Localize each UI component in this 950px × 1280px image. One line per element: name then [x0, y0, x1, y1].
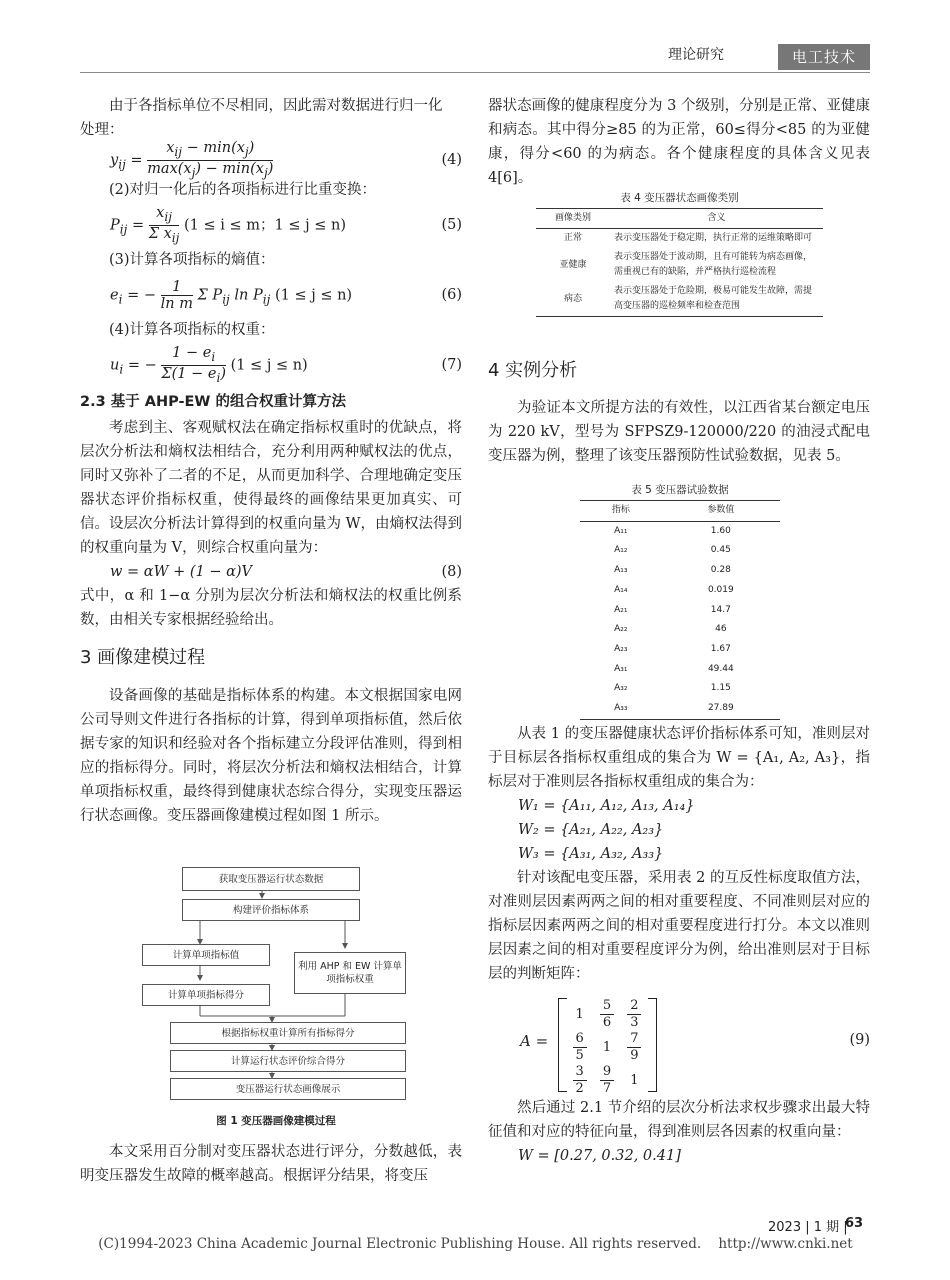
- table-5-cell-indicator: A₃₁: [614, 663, 628, 674]
- header-journal-tag: 电工技术: [778, 44, 870, 70]
- table-row: [536, 229, 823, 249]
- equation-5-number: (5): [441, 217, 462, 233]
- matrix-cell: $\frac{5}{6}$: [593, 998, 620, 1031]
- table-5-cell-indicator: A₂₃: [614, 643, 628, 654]
- matrix-cell: $\frac{6}{5}$: [566, 1031, 593, 1064]
- table-5-caption: 表 5 变压器试验数据: [631, 484, 729, 496]
- matrix-cell: 1: [630, 1073, 639, 1088]
- matrix-grid: [566, 998, 648, 1096]
- right-top-paragraph: 器状态画像的健康程度分为 3 个级别，分别是正常、亚健康和病态。其中得分≥85 的为正常，60≤得分<85 的为亚健康，得分<60 的为病态。各个健康程度的具体含义见表 4[6]。: [488, 98, 870, 186]
- table-5-cell-value: 0.45: [710, 545, 731, 556]
- table-row: [580, 679, 780, 699]
- table-5-cell-value: 0.019: [707, 584, 734, 595]
- matrix-cell: 1: [602, 1040, 612, 1055]
- table-5-cell-value: 14.7: [710, 604, 731, 615]
- matrix-cell: $\frac{9}{7}$: [593, 1064, 620, 1097]
- section-4-body: [488, 396, 870, 468]
- footer-issue: 2023 | 1 期 |: [768, 1220, 848, 1235]
- equation-7: $u_i$ = − $\frac{1 - e_i}{\Sigma(1 - e_i)}$ (1 ≤ j ≤ n) (7): [110, 344, 462, 385]
- matrix-right-bracket: [648, 998, 657, 1092]
- flow-box-build-index: 构建评价指标体系: [182, 899, 360, 921]
- figure-1-flowchart: [140, 858, 412, 1110]
- matrix-cell: $\frac{7}{9}$: [621, 1031, 648, 1064]
- figure-1-caption: 图 1 变压器画像建模过程: [216, 1115, 336, 1127]
- table-4: [536, 208, 823, 317]
- matrix-cell: 1: [575, 1007, 584, 1022]
- section-3-paragraph: 设备画像的基础是指标体系的构建。本文根据国家电网公司导则文件进行各指标的计算，得到单项指标值，然后依据专家的知识和经验对各个指标建立分段评估准则，得到相应的指标得分。同时，将层次分析法和熵权法相结合，计算单项指标权重，最终得到健康状态综合得分，实现变压器运行状态画像。变压器画像建模过程如图 1 所示。: [80, 688, 462, 824]
- table-5-cell-value: 1.67: [710, 643, 731, 654]
- flow-box-ahp-ew-weight: 利用 AHP 和 EW 计算单项指标权重: [294, 952, 406, 994]
- table-4-cell-category: 亚健康: [559, 259, 587, 270]
- table-5-cell-indicator: A₁₄: [614, 584, 628, 595]
- table-5-cell-value: 49.44: [707, 663, 734, 674]
- left-column: [80, 94, 462, 828]
- table-5-cell-value: 27.89: [662, 699, 780, 719]
- table-4-caption: 表 4 变压器状态画像类别: [620, 192, 739, 204]
- table-5-cell-indicator: A₁₁: [614, 525, 628, 536]
- table-4-head-category: 画像类别: [536, 209, 610, 229]
- right-column-lower: [488, 722, 870, 986]
- table-row: [536, 282, 823, 317]
- table-5-cell-indicator: A₃₃: [580, 699, 662, 719]
- table-4-cell-category: 病态: [536, 282, 610, 317]
- equation-9-matrix: [520, 998, 870, 1096]
- equation-7-number: (7): [441, 357, 462, 373]
- table-row: [580, 541, 780, 561]
- set-w1: W₁ = {A₁₁, A₁₂, A₁₃, A₁₄}: [518, 798, 695, 814]
- table-5: [580, 500, 780, 720]
- table-5-cell-value: 46: [715, 624, 727, 635]
- closing-paragraph: 本文采用百分制对变压器状态进行评分，分数越低，表明变压器发生故障的概率越高。根据评分结果，将变压: [80, 1144, 462, 1184]
- table-4-cell-meaning: 表示变压器处于危险期，极易可能发生故障，需提高变压器的巡检频率和检查范围: [610, 282, 823, 317]
- table-5-head-indicator: 指标: [580, 501, 662, 522]
- table-row: [580, 601, 780, 621]
- equation-8-number: (8): [441, 564, 462, 580]
- table-5-cell-indicator: A₂₂: [614, 624, 628, 635]
- matrix-label: A =: [520, 1032, 549, 1050]
- right-column-final: [488, 1096, 870, 1168]
- table-row: [580, 660, 780, 680]
- flow-box-portrait-display: 变压器运行状态画像展示: [170, 1078, 406, 1100]
- table-4-cell-meaning: 表示变压器处于波动期，且有可能转为病态画像，需重视已有的缺陷，并严格执行巡检流程: [614, 252, 813, 277]
- section-4-title: 4 实例分析: [488, 360, 578, 381]
- equation-9-number: (9): [849, 1032, 870, 1048]
- paragraph-after-table-5: 从表 1 的变压器健康状态评价指标体系可知，准则层对于目标层各指标权重组成的集合为 W = {A₁, A₂, A₃}，指标层对于准则层各指标权重组成的集合为：: [488, 726, 870, 790]
- table-5-cell-value: 1.15: [710, 683, 731, 694]
- step-2: (2)对归一化后的各项指标进行比重变换：: [109, 182, 377, 198]
- equation-4-number: (4): [441, 152, 462, 168]
- table-5-cell-value: 1.60: [710, 525, 731, 536]
- step-3: (3)计算各项指标的熵值：: [109, 252, 275, 268]
- table-row: [580, 581, 780, 601]
- table-5-head-value: 参数值: [662, 501, 780, 522]
- flow-box-get-data: 获取变压器运行状态数据: [182, 867, 360, 891]
- right-column-top: [488, 94, 870, 190]
- table-row: [580, 699, 780, 719]
- section-2-3-paragraph: 考虑到主、客观赋权法在确定指标权重时的优缺点，将层次分析法和熵权法相结合，充分利用两种赋权法的优点，同时又弥补了二者的不足，从而更加科学、合理地确定变压器状态评价指标权重，使得最终的画像结果更加真实、可信。设层次分析法计算得到的权重向量为 W，由熵权法得到的权重向量为 V，则综合权重向量为：: [80, 420, 463, 556]
- table-row: [580, 521, 780, 541]
- table-5-cell-value: 0.28: [710, 565, 731, 576]
- table-row: [580, 561, 780, 581]
- table-row: [580, 620, 780, 640]
- footer-page-number: 63: [845, 1216, 864, 1231]
- header-section-label: 理论研究: [668, 47, 724, 63]
- left-closing: [80, 1140, 462, 1188]
- equation-6-number: (6): [441, 287, 462, 303]
- flow-box-composite-score: 计算运行状态评价综合得分: [170, 1050, 406, 1072]
- flow-box-calc-score: 计算单项指标得分: [142, 984, 270, 1006]
- flow-box-weighted-score: 根据指标权重计算所有指标得分: [170, 1022, 406, 1044]
- equation-8-note: 式中，α 和 1−α 分别为层次分析法和熵权法的权重比例系数，由相关专家根据经验给出。: [80, 588, 462, 628]
- matrix-cell: $\frac{2}{3}$: [621, 998, 648, 1031]
- footer-copyright: (C)1994-2023 China Academic Journal Electronic Publishing House. All rights reserved. http://www.cnki.net: [98, 1236, 853, 1252]
- paragraph-matrix-intro: 针对该配电变压器，采用表 2 的互反性标度取值方法，对准则层因素两两之间的相对重要程度、不同准则层对应的指标层因素两两之间的相对重要程度进行打分。本文以准则层因素之间的相对重要程度评分为例，给出准则层对于目标层的判断矩阵：: [488, 870, 870, 982]
- table-row: [536, 248, 823, 282]
- section-2-3-title: 2.3 基于 AHP-EW 的组合权重计算方法: [80, 394, 346, 410]
- set-w3: W₃ = {A₃₁, A₃₂, A₃₃}: [518, 846, 664, 862]
- weight-result: W = [0.27, 0.32, 0.41]: [518, 1148, 681, 1164]
- section-4-paragraph: 为验证本文所提方法的有效性，以江西省某台额定电压为 220 kV，型号为 SFPSZ9-120000/220 的油浸式配电变压器为例，整理了该变压器预防性试验数据，见表 5。: [488, 400, 870, 464]
- intro-line-2: 处理：: [80, 122, 124, 138]
- intro-line-1: 由于各指标单位不尽相同，因此需对数据进行归一化: [109, 98, 443, 114]
- table-5-cell-indicator: A₃₂: [614, 683, 628, 694]
- step-4: (4)计算各项指标的权重：: [109, 322, 275, 338]
- equation-5: $P_{ij}$ = $\frac{x_{ij}}{\Sigma x_{ij}}$ (1 ≤ i ≤ m；1 ≤ j ≤ n) (5): [110, 204, 462, 245]
- table-row: [580, 640, 780, 660]
- equation-4: $y_{ij}$ = $\frac{x_{ij} - \min(x_j)}{\max(x_j) - \min(x_j)}$ (4): [110, 139, 462, 180]
- equation-6: $e_i$ = − $\frac{1}{\text{ln m}}$ Σ $P_{ij}$ $\ln P_{ij}$ (1 ≤ j ≤ n) (6): [110, 278, 462, 312]
- table-4-cell-meaning: 表示变压器处于稳定期，执行正常的运维策略即可: [614, 233, 813, 243]
- set-w2: W₂ = {A₂₁, A₂₂, A₂₃}: [518, 822, 664, 838]
- header-divider: [80, 72, 870, 73]
- table-5-cell-indicator: A₁₂: [614, 545, 628, 556]
- section-3-title: 3 画像建模过程: [80, 647, 206, 668]
- paragraph-final: 然后通过 2.1 节介绍的层次分析法求权步骤求出最大特征值和对应的特征向量，得到准则层各因素的权重向量：: [488, 1100, 870, 1140]
- table-5-cell-indicator: A₂₁: [614, 604, 628, 615]
- matrix-cell: $\frac{3}{2}$: [566, 1064, 593, 1097]
- table-4-head-meaning: 含义: [610, 209, 823, 229]
- flow-box-calc-value: 计算单项指标值: [142, 944, 270, 966]
- equation-8: w = αW + (1 − α)V (8): [80, 560, 462, 584]
- table-4-cell-category: 正常: [563, 233, 582, 243]
- table-5-cell-indicator: A₁₃: [614, 565, 628, 576]
